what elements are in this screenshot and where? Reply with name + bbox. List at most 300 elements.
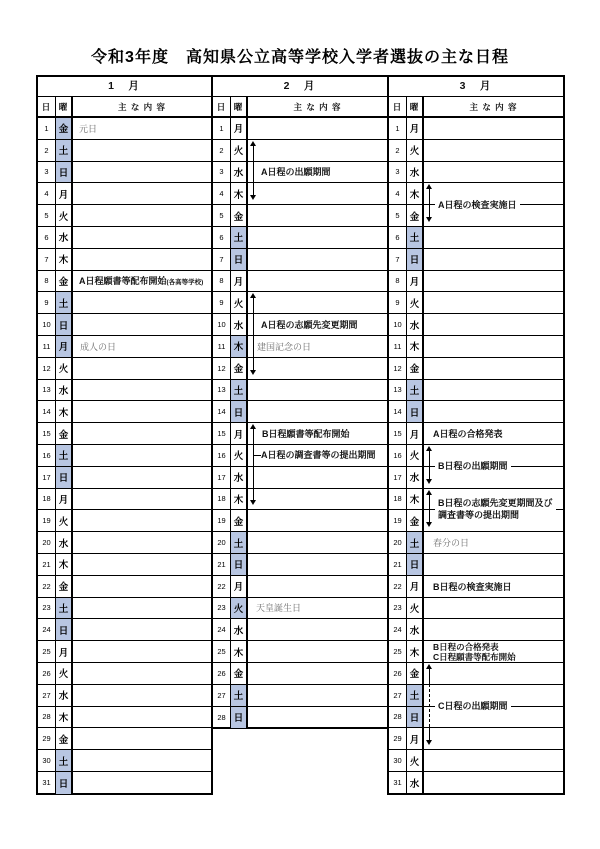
weekday-cell: 日 <box>56 162 73 183</box>
calendar-row <box>38 358 211 380</box>
arrow-label: A日程の出願期間 <box>261 166 331 177</box>
day-number: 23 <box>38 598 56 619</box>
content-cell <box>73 663 211 684</box>
content-cell <box>73 162 211 183</box>
period-arrow <box>250 293 257 374</box>
day-number: 26 <box>389 663 407 684</box>
calendar-row <box>38 489 211 511</box>
content-cell <box>248 380 387 401</box>
calendar-row <box>213 118 387 140</box>
content-cell <box>248 467 387 488</box>
day-number: 21 <box>38 554 56 575</box>
weekday-cell: 日 <box>56 619 73 640</box>
weekday-cell: 土 <box>231 380 248 401</box>
weekday-cell: 金 <box>231 205 248 226</box>
day-number: 11 <box>389 336 407 357</box>
calendar-row <box>38 619 211 641</box>
calendar-row <box>389 118 563 140</box>
day-number: 10 <box>389 314 407 335</box>
day-number: 2 <box>38 140 56 161</box>
content-cell <box>248 685 387 706</box>
content-cell <box>73 598 211 619</box>
calendar-row <box>38 336 211 358</box>
day-number: 26 <box>38 663 56 684</box>
event-text: A日程願書等配布開始(各高等学校) <box>79 276 204 287</box>
calendar-row <box>213 467 387 489</box>
weekday-cell: 土 <box>407 685 424 706</box>
event-text: B日程の検査実施日 <box>433 581 512 592</box>
period-arrow <box>426 446 433 484</box>
weekday-cell: 土 <box>231 532 248 553</box>
day-number: 17 <box>38 467 56 488</box>
weekday-cell: 火 <box>56 510 73 531</box>
weekday-cell: 日 <box>56 467 73 488</box>
day-number: 4 <box>213 183 231 204</box>
content-cell <box>248 140 387 161</box>
calendar-row <box>213 598 387 620</box>
day-number: 11 <box>38 336 56 357</box>
calendar-row <box>389 641 563 663</box>
weekday-cell: 金 <box>231 358 248 379</box>
month-header: 3 月 <box>389 77 563 97</box>
calendar-row <box>389 336 563 358</box>
weekday-cell: 金 <box>231 663 248 684</box>
day-number: 7 <box>389 249 407 270</box>
weekday-cell: 木 <box>407 183 424 204</box>
weekday-cell: 金 <box>56 576 73 597</box>
weekday-cell: 月 <box>407 271 424 292</box>
weekday-cell: 金 <box>56 728 73 749</box>
arrowhead-down-icon <box>250 195 256 200</box>
day-number: 13 <box>213 380 231 401</box>
calendar-row <box>38 401 211 423</box>
holiday-text: 元日 <box>79 123 98 134</box>
calendar-row <box>213 271 387 293</box>
holiday-text: 春分の日 <box>433 538 470 549</box>
weekday-cell: 火 <box>231 140 248 161</box>
day-number: 13 <box>38 380 56 401</box>
day-number: 2 <box>213 140 231 161</box>
content-cell <box>73 554 211 575</box>
weekday-cell: 日 <box>407 249 424 270</box>
content-cell <box>73 292 211 313</box>
day-number: 14 <box>213 401 231 422</box>
column-header-content: 主 な 内 容 <box>293 101 342 112</box>
calendar-row <box>38 532 211 554</box>
content-cell <box>424 271 563 292</box>
calendar-row <box>38 728 211 750</box>
arrow-label: A日程の検査実施日 <box>435 197 520 212</box>
weekday-cell: 木 <box>407 489 424 510</box>
calendar-row <box>38 380 211 402</box>
column-header-weekday: 曜 <box>56 97 73 116</box>
content-cell <box>248 641 387 662</box>
weekday-cell: 金 <box>56 423 73 444</box>
weekday-cell: 火 <box>407 140 424 161</box>
weekday-cell: 土 <box>56 598 73 619</box>
content-cell <box>73 467 211 488</box>
calendar-row <box>213 183 387 205</box>
day-number: 15 <box>38 423 56 444</box>
content-cell <box>248 271 387 292</box>
day-number: 5 <box>213 205 231 226</box>
weekday-cell: 金 <box>56 271 73 292</box>
day-number: 27 <box>213 685 231 706</box>
day-number: 29 <box>38 728 56 749</box>
period-arrow <box>426 490 433 528</box>
day-number: 17 <box>213 467 231 488</box>
day-number: 3 <box>213 162 231 183</box>
content-cell <box>73 118 211 139</box>
content-cell <box>73 728 211 749</box>
content-cell <box>73 314 211 335</box>
column-header-row <box>389 97 563 118</box>
content-cell <box>248 183 387 204</box>
calendar-row <box>38 314 211 336</box>
weekday-cell: 火 <box>407 445 424 466</box>
day-number: 25 <box>38 641 56 662</box>
content-cell <box>424 227 563 248</box>
day-number: 31 <box>389 772 407 794</box>
weekday-cell: 日 <box>56 772 73 794</box>
calendar-row <box>38 641 211 663</box>
content-cell <box>424 162 563 183</box>
content-cell <box>73 336 211 357</box>
label-tick <box>254 455 262 456</box>
weekday-cell: 水 <box>56 685 73 706</box>
calendar-row <box>213 641 387 663</box>
content-cell <box>248 707 387 729</box>
day-number: 11 <box>213 336 231 357</box>
calendar-row <box>38 292 211 314</box>
weekday-cell: 水 <box>231 314 248 335</box>
day-number: 21 <box>389 554 407 575</box>
column-header-weekday: 曜 <box>407 97 424 116</box>
calendar-row <box>38 510 211 532</box>
calendar-row <box>389 314 563 336</box>
calendar-row <box>389 249 563 271</box>
day-number: 12 <box>389 358 407 379</box>
day-number: 24 <box>213 619 231 640</box>
day-number: 27 <box>38 685 56 706</box>
content-cell <box>248 118 387 139</box>
calendar-row <box>38 445 211 467</box>
column-header-weekday: 曜 <box>231 97 248 116</box>
day-number: 28 <box>38 707 56 728</box>
day-number: 9 <box>38 292 56 313</box>
calendar-row <box>38 685 211 707</box>
content-cell <box>248 510 387 531</box>
weekday-cell: 金 <box>407 358 424 379</box>
day-number: 2 <box>389 140 407 161</box>
day-number: 21 <box>213 554 231 575</box>
day-number: 19 <box>389 510 407 531</box>
day-number: 17 <box>389 467 407 488</box>
content-cell <box>248 358 387 379</box>
day-number: 25 <box>213 641 231 662</box>
content-cell <box>424 728 563 749</box>
calendar-row <box>38 576 211 598</box>
calendar-row <box>38 554 211 576</box>
weekday-cell: 日 <box>231 401 248 422</box>
content-cell <box>424 554 563 575</box>
weekday-cell: 水 <box>231 467 248 488</box>
calendar-row <box>389 162 563 184</box>
content-cell <box>248 423 387 444</box>
day-number: 10 <box>213 314 231 335</box>
weekday-cell: 木 <box>56 707 73 728</box>
content-cell <box>424 380 563 401</box>
arrowhead-down-icon <box>426 522 432 527</box>
column-header-row <box>38 97 211 118</box>
arrow-label: A日程の志願先変更期間 <box>261 319 358 330</box>
content-cell <box>73 271 211 292</box>
calendar-row <box>38 183 211 205</box>
weekday-cell: 金 <box>56 118 73 139</box>
weekday-cell: 土 <box>56 292 73 313</box>
calendar-row <box>389 576 563 598</box>
calendar-row <box>38 271 211 293</box>
weekday-cell: 日 <box>231 249 248 270</box>
weekday-cell: 木 <box>231 489 248 510</box>
weekday-cell: 月 <box>407 728 424 749</box>
period-arrow <box>250 141 257 200</box>
column-header-day: 日 <box>213 97 231 116</box>
weekday-cell: 水 <box>407 772 424 794</box>
calendar-row <box>213 619 387 641</box>
day-number: 19 <box>38 510 56 531</box>
weekday-cell: 土 <box>407 227 424 248</box>
arrow-line <box>429 669 430 684</box>
day-number: 3 <box>38 162 56 183</box>
month-table-1 <box>36 75 213 795</box>
calendar-row <box>389 401 563 423</box>
day-number: 24 <box>38 619 56 640</box>
content-cell <box>73 183 211 204</box>
calendar-row <box>38 140 211 162</box>
content-cell <box>424 641 563 662</box>
arrow-label: C日程の出願期間 <box>435 698 511 713</box>
weekday-cell: 日 <box>407 401 424 422</box>
day-number: 24 <box>389 619 407 640</box>
arrow-line <box>253 429 254 500</box>
weekday-cell: 水 <box>407 619 424 640</box>
arrow-line <box>253 146 254 195</box>
day-number: 14 <box>389 401 407 422</box>
day-number: 15 <box>389 423 407 444</box>
day-number: 5 <box>38 205 56 226</box>
calendar-row <box>389 728 563 750</box>
arrow-line <box>253 298 254 369</box>
calendar-row <box>213 510 387 532</box>
calendar-row <box>38 249 211 271</box>
day-number: 16 <box>38 445 56 466</box>
calendar-row <box>213 205 387 227</box>
weekday-cell: 火 <box>56 663 73 684</box>
calendar-row <box>213 663 387 685</box>
weekday-cell: 土 <box>231 685 248 706</box>
content-cell <box>73 423 211 444</box>
weekday-cell: 木 <box>231 336 248 357</box>
calendar-row <box>38 663 211 685</box>
day-number: 4 <box>38 183 56 204</box>
content-cell <box>248 576 387 597</box>
content-cell <box>73 641 211 662</box>
day-number: 27 <box>389 685 407 706</box>
day-number: 16 <box>213 445 231 466</box>
weekday-cell: 土 <box>407 380 424 401</box>
day-number: 9 <box>389 292 407 313</box>
content-cell <box>424 532 563 553</box>
content-cell <box>424 750 563 771</box>
arrowhead-down-icon <box>250 500 256 505</box>
day-number: 4 <box>389 183 407 204</box>
day-number: 1 <box>389 118 407 139</box>
calendar-row <box>389 619 563 641</box>
day-number: 8 <box>38 271 56 292</box>
calendar-row <box>213 358 387 380</box>
weekday-cell: 火 <box>56 205 73 226</box>
content-cell <box>248 292 387 313</box>
calendar-row <box>389 532 563 554</box>
arrowhead-down-icon <box>426 479 432 484</box>
content-cell <box>424 619 563 640</box>
calendar-row <box>213 140 387 162</box>
weekday-cell: 月 <box>231 576 248 597</box>
arrowhead-down-icon <box>426 217 432 222</box>
calendar-row <box>389 380 563 402</box>
month-table-2 <box>211 75 389 729</box>
weekday-cell: 火 <box>56 358 73 379</box>
calendar-row <box>213 401 387 423</box>
calendar-row <box>38 750 211 772</box>
calendar-row <box>38 598 211 620</box>
day-number: 7 <box>38 249 56 270</box>
weekday-cell: 木 <box>56 249 73 270</box>
content-cell <box>73 380 211 401</box>
content-cell <box>424 663 563 684</box>
arrowhead-down-icon <box>250 370 256 375</box>
weekday-cell: 月 <box>56 489 73 510</box>
content-cell <box>248 336 387 357</box>
calendar-row <box>38 162 211 184</box>
weekday-cell: 木 <box>231 641 248 662</box>
event-text: B日程の合格発表 C日程願書等配布開始 <box>433 641 516 662</box>
content-cell <box>73 205 211 226</box>
weekday-cell: 火 <box>407 750 424 771</box>
calendar-row <box>389 292 563 314</box>
holiday-text: 成人の日 <box>80 341 117 352</box>
day-number: 6 <box>38 227 56 248</box>
weekday-cell: 土 <box>56 445 73 466</box>
content-cell <box>424 401 563 422</box>
content-cell <box>73 489 211 510</box>
content-cell <box>73 772 211 794</box>
day-number: 20 <box>389 532 407 553</box>
day-number: 29 <box>389 728 407 749</box>
weekday-cell: 水 <box>407 162 424 183</box>
holiday-text: 建国記念の日 <box>257 341 312 352</box>
content-cell <box>248 598 387 619</box>
day-number: 25 <box>389 641 407 662</box>
calendar-row <box>389 663 563 685</box>
event-text: B日程願書等配布開始 <box>262 429 350 440</box>
content-cell <box>248 205 387 226</box>
content-cell <box>248 663 387 684</box>
weekday-cell: 月 <box>56 336 73 357</box>
calendar-row <box>389 750 563 772</box>
day-number: 18 <box>38 489 56 510</box>
content-cell <box>424 140 563 161</box>
day-number: 16 <box>389 445 407 466</box>
content-cell <box>73 445 211 466</box>
weekday-cell: 木 <box>56 554 73 575</box>
weekday-cell: 月 <box>231 271 248 292</box>
content-cell <box>248 401 387 422</box>
weekday-cell: 土 <box>56 750 73 771</box>
weekday-cell: 金 <box>407 510 424 531</box>
day-number: 31 <box>38 772 56 794</box>
weekday-cell: 火 <box>407 598 424 619</box>
weekday-cell: 日 <box>56 314 73 335</box>
arrow-line <box>429 727 430 740</box>
weekday-cell: 木 <box>56 401 73 422</box>
content-cell <box>424 314 563 335</box>
weekday-cell: 日 <box>407 707 424 728</box>
content-cell <box>424 772 563 794</box>
calendar-row <box>38 467 211 489</box>
content-cell <box>424 576 563 597</box>
weekday-cell: 水 <box>56 380 73 401</box>
day-number: 6 <box>389 227 407 248</box>
month-table-3 <box>387 75 565 795</box>
content-cell <box>73 707 211 728</box>
calendar-row <box>213 707 387 729</box>
weekday-cell: 日 <box>231 554 248 575</box>
calendar-row <box>389 598 563 620</box>
content-cell <box>424 118 563 139</box>
day-number: 1 <box>38 118 56 139</box>
content-cell <box>248 619 387 640</box>
calendar-row <box>213 336 387 358</box>
weekday-cell: 月 <box>407 118 424 139</box>
content-cell <box>248 227 387 248</box>
calendar-row <box>38 227 211 249</box>
arrow-label: B日程の出願期間 <box>435 458 511 473</box>
day-number: 1 <box>213 118 231 139</box>
content-cell <box>73 576 211 597</box>
weekday-cell: 木 <box>231 183 248 204</box>
day-number: 13 <box>389 380 407 401</box>
column-header-day: 日 <box>38 97 56 116</box>
arrow-line <box>429 495 430 523</box>
weekday-cell: 火 <box>231 598 248 619</box>
weekday-cell: 水 <box>407 314 424 335</box>
weekday-cell: 月 <box>231 423 248 444</box>
content-cell <box>248 489 387 510</box>
month-header: 2 月 <box>213 77 387 97</box>
content-cell <box>73 532 211 553</box>
content-cell <box>73 140 211 161</box>
calendar-row <box>389 227 563 249</box>
holiday-text: 天皇誕生日 <box>256 603 302 614</box>
calendar-row <box>213 532 387 554</box>
calendar-row <box>389 358 563 380</box>
arrow-line-dashed <box>429 684 430 728</box>
content-cell <box>424 336 563 357</box>
day-number: 22 <box>213 576 231 597</box>
calendar-row <box>213 292 387 314</box>
